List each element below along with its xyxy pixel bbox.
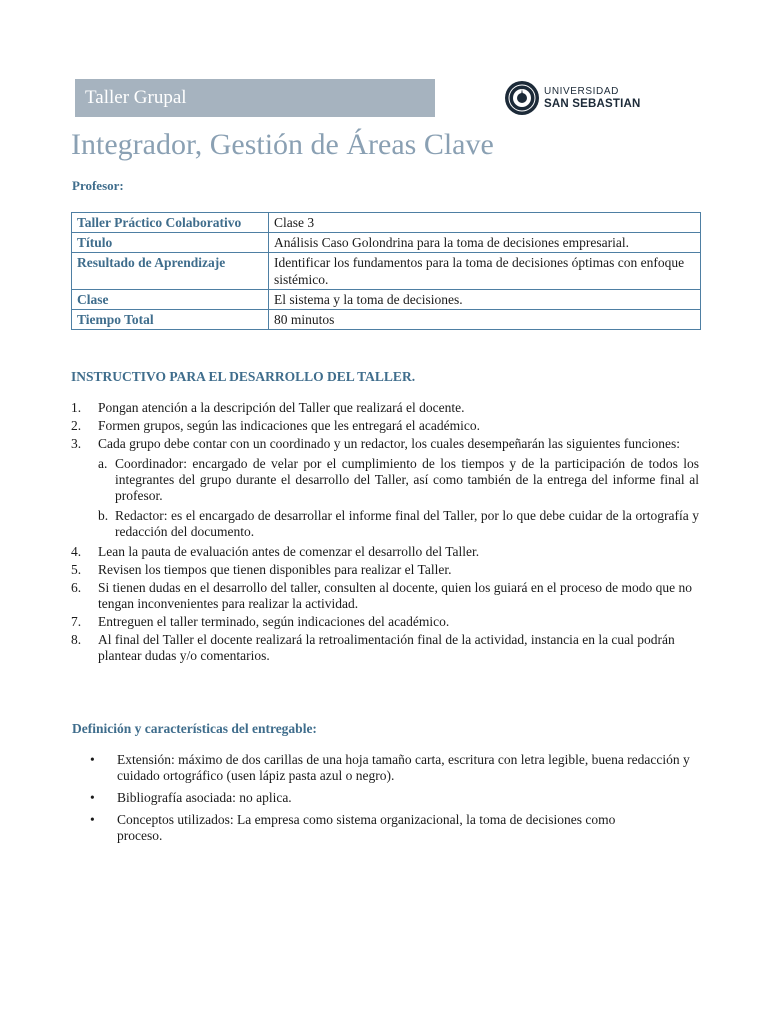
step-number: 1. — [71, 400, 82, 415]
list-item — [71, 544, 699, 560]
table-row — [72, 253, 701, 290]
step-number: 2. — [71, 418, 82, 433]
table-row — [72, 290, 701, 310]
step-number: 6. — [71, 580, 82, 595]
table-value: Clase 3 — [269, 213, 701, 233]
list-item — [71, 418, 699, 434]
university-seal-icon — [504, 80, 540, 116]
list-item — [71, 614, 699, 630]
table-row — [72, 233, 701, 253]
step-number: 3. — [71, 436, 82, 451]
entregable-list — [90, 752, 700, 850]
table-key: Resultado de Aprendizaje — [72, 253, 269, 290]
table-key: Título — [72, 233, 269, 253]
substep-text: Redactor: es el encargado de desarrollar el informe final del Taller, por lo que debe cuidar de la ortografía y redacción del documento. — [115, 508, 699, 539]
step-text: Formen grupos, según las indicaciones que les entregará el académico. — [98, 418, 480, 433]
list-item — [71, 632, 699, 664]
step-text: Entreguen el taller terminado, según indicaciones del académico. — [98, 614, 450, 629]
list-item — [71, 436, 699, 540]
instructivo-heading: INSTRUCTIVO PARA EL DESARROLLO DEL TALLER. — [71, 369, 416, 384]
substep-item — [98, 508, 699, 540]
step-text: Revisen los tiempos que tienen disponibles para realizar el Taller. — [98, 562, 452, 577]
substep-letter: a. — [98, 456, 108, 471]
table-row — [72, 310, 701, 330]
list-item — [90, 812, 700, 844]
substep-letter: b. — [98, 508, 109, 523]
step-number: 5. — [71, 562, 82, 577]
info-table — [71, 212, 701, 330]
substep-list — [98, 456, 699, 540]
bullet-icon: • — [90, 812, 95, 827]
list-item — [71, 562, 699, 578]
step-number: 4. — [71, 544, 82, 559]
logo-line2: SAN SEBASTIAN — [544, 98, 641, 110]
step-text: Si tienen dudas en el desarrollo del taller, consulten al docente, quien los guiará en el proceso de modo que no tengan inconvenientes para realizar la actividad. — [98, 580, 693, 611]
substep-item — [98, 456, 699, 504]
bullet-icon: • — [90, 790, 95, 805]
bullet-text: Conceptos utilizados: La empresa como sistema organizacional, la toma de decisiones como proceso. — [117, 812, 616, 843]
step-text: Al final del Taller el docente realizará la retroalimentación final de la actividad, instancia en la cual podrán plantear dudas y/o comentarios. — [98, 632, 675, 663]
bullet-text: Extensión: máximo de dos carillas de una hoja tamaño carta, escritura con letra legible, buena redacción y cuidado ortográfico (usen lápiz pasta azul o negro). — [117, 752, 690, 783]
entregable-heading: Definición y características del entregable: — [72, 721, 317, 736]
bullet-icon: • — [90, 752, 95, 767]
step-text: Pongan atención a la descripción del Taller que realizará el docente. — [98, 400, 465, 415]
step-number: 7. — [71, 614, 82, 629]
table-value: Análisis Caso Golondrina para la toma de decisiones empresarial. — [269, 233, 701, 253]
header-banner: Taller Grupal — [75, 79, 435, 117]
list-item — [71, 580, 699, 612]
table-value: Identificar los fundamentos para la toma de decisiones óptimas con enfoque sistémico. — [269, 253, 701, 290]
table-row — [72, 213, 701, 233]
step-text: Cada grupo debe contar con un coordinado y un redactor, los cuales desempeñarán las siguientes funciones: — [98, 436, 681, 451]
step-number: 8. — [71, 632, 82, 647]
logo-line1: UNIVERSIDAD — [544, 86, 619, 97]
bullet-text: Bibliografía asociada: no aplica. — [117, 790, 292, 805]
profesor-label: Profesor: — [72, 178, 124, 193]
table-value: 80 minutos — [269, 310, 701, 330]
instructivo-list — [71, 400, 699, 666]
step-text: Lean la pauta de evaluación antes de comenzar el desarrollo del Taller. — [98, 544, 480, 559]
table-key: Tiempo Total — [72, 310, 269, 330]
substep-text: Coordinador: encargado de velar por el cumplimiento de los tiempos y de la participación de todos los integrantes del grupo durante el desarrollo del Taller, así como también de la entrega del informe final al profesor. — [115, 456, 699, 503]
list-item — [90, 790, 700, 806]
list-item — [71, 400, 699, 416]
table-value: El sistema y la toma de decisiones. — [269, 290, 701, 310]
university-logo — [504, 80, 644, 116]
table-key: Clase — [72, 290, 269, 310]
table-key: Taller Práctico Colaborativo — [72, 213, 269, 233]
page-title: Integrador, Gestión de Áreas Clave — [71, 128, 494, 161]
list-item — [90, 752, 700, 784]
